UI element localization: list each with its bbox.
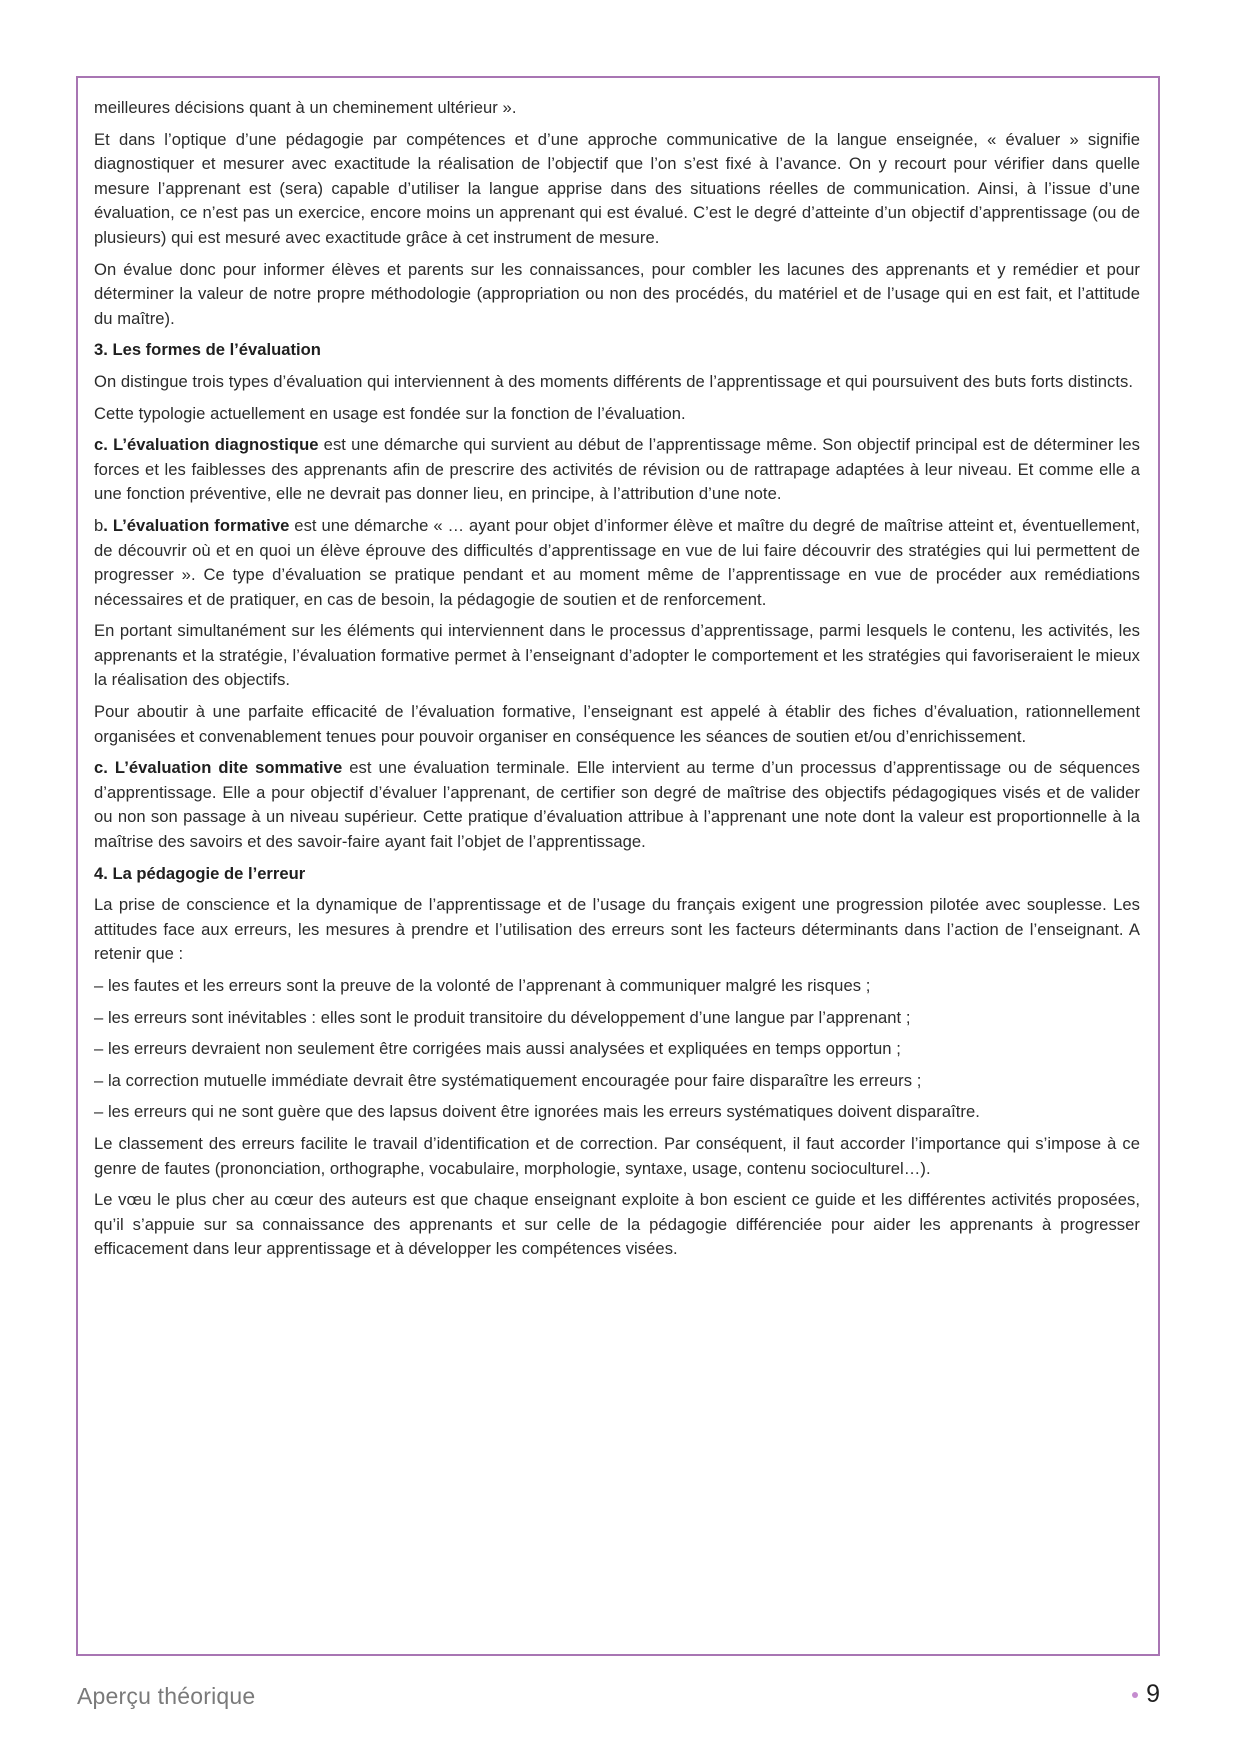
paragraph-trois-types: On distingue trois types d’évaluation qui interviennent à des moments différents de l’apprentissage et qui poursuivent des buts forts distincts.: [94, 371, 1134, 391]
list-item: – les erreurs devraient non seulement être corrigées mais aussi analysées et expliquées en temps opportun ;: [94, 1039, 901, 1059]
paragraph-pourquoi-evaluer: On évalue donc pour informer élèves et parents sur les connaissances, pour combler les lacunes des apprenants et y remédier et pour déterminer la valeur de notre propre méthodologie (appropriation ou non des procédés, du matériel et de l’usage qui en est fait, et l’attitude du maître).: [94, 259, 1140, 328]
footer-section-title: Aperçu théorique: [77, 1683, 256, 1709]
list-item: – les erreurs qui ne sont guère que des lapsus doivent être ignorées mais les erreurs systématiques doivent disparaître.: [94, 1102, 980, 1122]
prefix-formative: b: [94, 515, 104, 535]
paragraph-formative-elements: En portant simultanément sur les éléments qui interviennent dans le processus d’apprentissage, parmi lesquels le contenu, les activités, les apprenants et la stratégie, l’évaluation formative permet à l’enseignant d’adopter le comportement et les stratégies qui favoriseraient le mieux la réalisation des objectifs.: [94, 621, 1140, 690]
section-heading-erreur: 4. La pédagogie de l’erreur: [94, 863, 306, 883]
text-sommative: est une évaluation terminale. Elle intervient au terme d’un processus d’apprentissage ou de séquences d’apprentissage. Elle a pour objectif d’évaluer l’apprenant, de certifier son degré de maîtrise des objectifs pédagogiques visés et de valider ou non son passage à un niveau supérieur. Cette pratique d’évaluation attribue à l’apprenant une note dont la valeur est proportionnelle à la maîtrise des savoirs et des savoir-faire ayant fait l’objet de l’apprentissage.: [94, 758, 1140, 852]
list-item: – la correction mutuelle immédiate devrait être systématiquement encouragée pour faire disparaître les erreurs ;: [94, 1070, 922, 1090]
list-item: – les fautes et les erreurs sont la preuve de la volonté de l’apprenant à communiquer malgré les risques ;: [94, 976, 871, 995]
paragraph-voeu-auteurs: Le vœu le plus cher au cœur des auteurs est que chaque enseignant exploite à bon escient ce guide et les différentes activités proposées, qu’il s’appuie sur sa connaissance des apprenants et sur celle de la pédagogie différenciée pour aider les apprenants à progresser efficacement dans leur apprentissage et à développer les compétences visées.: [94, 1190, 1140, 1259]
bullet-dot-icon: [1132, 1692, 1138, 1698]
footer-page-indicator: [1132, 1680, 1160, 1709]
paragraph-continuation: meilleures décisions quant à un cheminement ultérieur ».: [94, 98, 517, 117]
paragraph-evaluation-diagnostique: [94, 433, 1140, 507]
paragraph-fiches-evaluation: Pour aboutir à une parfaite efficacité de l’évaluation formative, l’enseignant est appelé à établir des fiches d’évaluation, rationnellement organisées et convenablement tenues pour pouvoir organiser en conséquence les séances de soutien et/ou d’enrichissement.: [94, 702, 1140, 746]
paragraph-prise-conscience: La prise de conscience et la dynamique de l’apprentissage et de l’usage du français exigent une progression pilotée avec souplesse. Les attitudes face aux erreurs, les mesures à prendre et l’utilisation des erreurs sont les facteurs déterminants dans l’action de l’enseignant. A retenir que :: [94, 895, 1140, 964]
term-sommative: c. L’évaluation dite sommative: [94, 758, 343, 778]
paragraph-classement-erreurs: Le classement des erreurs facilite le travail d’identification et de correction. Par conséquent, il faut accorder l’importance qui s’impose à ce genre de fautes (prononciation, orthographe, vocabulaire, morphologie, syntaxe, usage, contenu socioculturel…).: [94, 1133, 1140, 1178]
list-item: – les erreurs sont inévitables : elles sont le produit transitoire du développement d’une langue par l’apprenant ;: [94, 1007, 911, 1027]
text-diagnostique: est une démarche qui survient au début de l’apprentissage même. Son objectif principal est de déterminer les forces et les faiblesses des apprenants afin de prescrire des activités de révision ou de rattrapage adaptées à leur niveau. Et comme elle a une fonction préventive, elle ne devrait pas donner lieu, en principe, à l’attribution d’une note.: [94, 435, 1140, 504]
text-formative: est une démarche « … ayant pour objet d’informer élève et maître du degré de maîtrise atteint et, éventuellement, de découvrir où et en quoi un élève éprouve des difficultés d’apprentissage en vue de lui faire découvrir des stratégies qui lui permettent de progresser ». Ce type d’évaluation se pratique pendant et au moment même de l’apprentissage en vue de procéder aux remédiations nécessaires et de pratiquer, en cas de besoin, la pédagogie de soutien et de renforcement.: [94, 515, 1140, 609]
paragraph-evaluation-sommative: [94, 756, 1140, 854]
paragraph-typologie: Cette typologie actuellement en usage est fondée sur la fonction de l’évaluation.: [94, 403, 686, 423]
term-diagnostique: c. L’évaluation diagnostique: [94, 435, 319, 455]
content-frame: [76, 76, 1160, 1656]
section-heading-formes: 3. Les formes de l’évaluation: [94, 340, 321, 360]
term-formative: . L’évaluation formative: [103, 515, 290, 535]
paragraph-evaluation-formative: [94, 514, 1140, 612]
page-number: 9: [1146, 1680, 1160, 1708]
paragraph-evaluer-definition: Et dans l’optique d’une pédagogie par compétences et d’une approche communicative de la langue enseignée, « évaluer » signifie diagnostiquer et mesurer avec exactitude la réalisation de l’objectif que l’on s’est fixé à l’avance. On y recourt pour vérifier dans quelle mesure l’apprenant est (sera) capable d’utiliser la langue apprise dans des situations réelles de communication. Ainsi, à l’issue d’une évaluation, ce n’est pas un exercice, encore moins un apprenant qui est évalué. C’est le degré d’atteinte d’un objectif d’apprentissage (ou de plusieurs) qui est mesuré avec exactitude grâce à cet instrument de mesure.: [94, 129, 1140, 247]
